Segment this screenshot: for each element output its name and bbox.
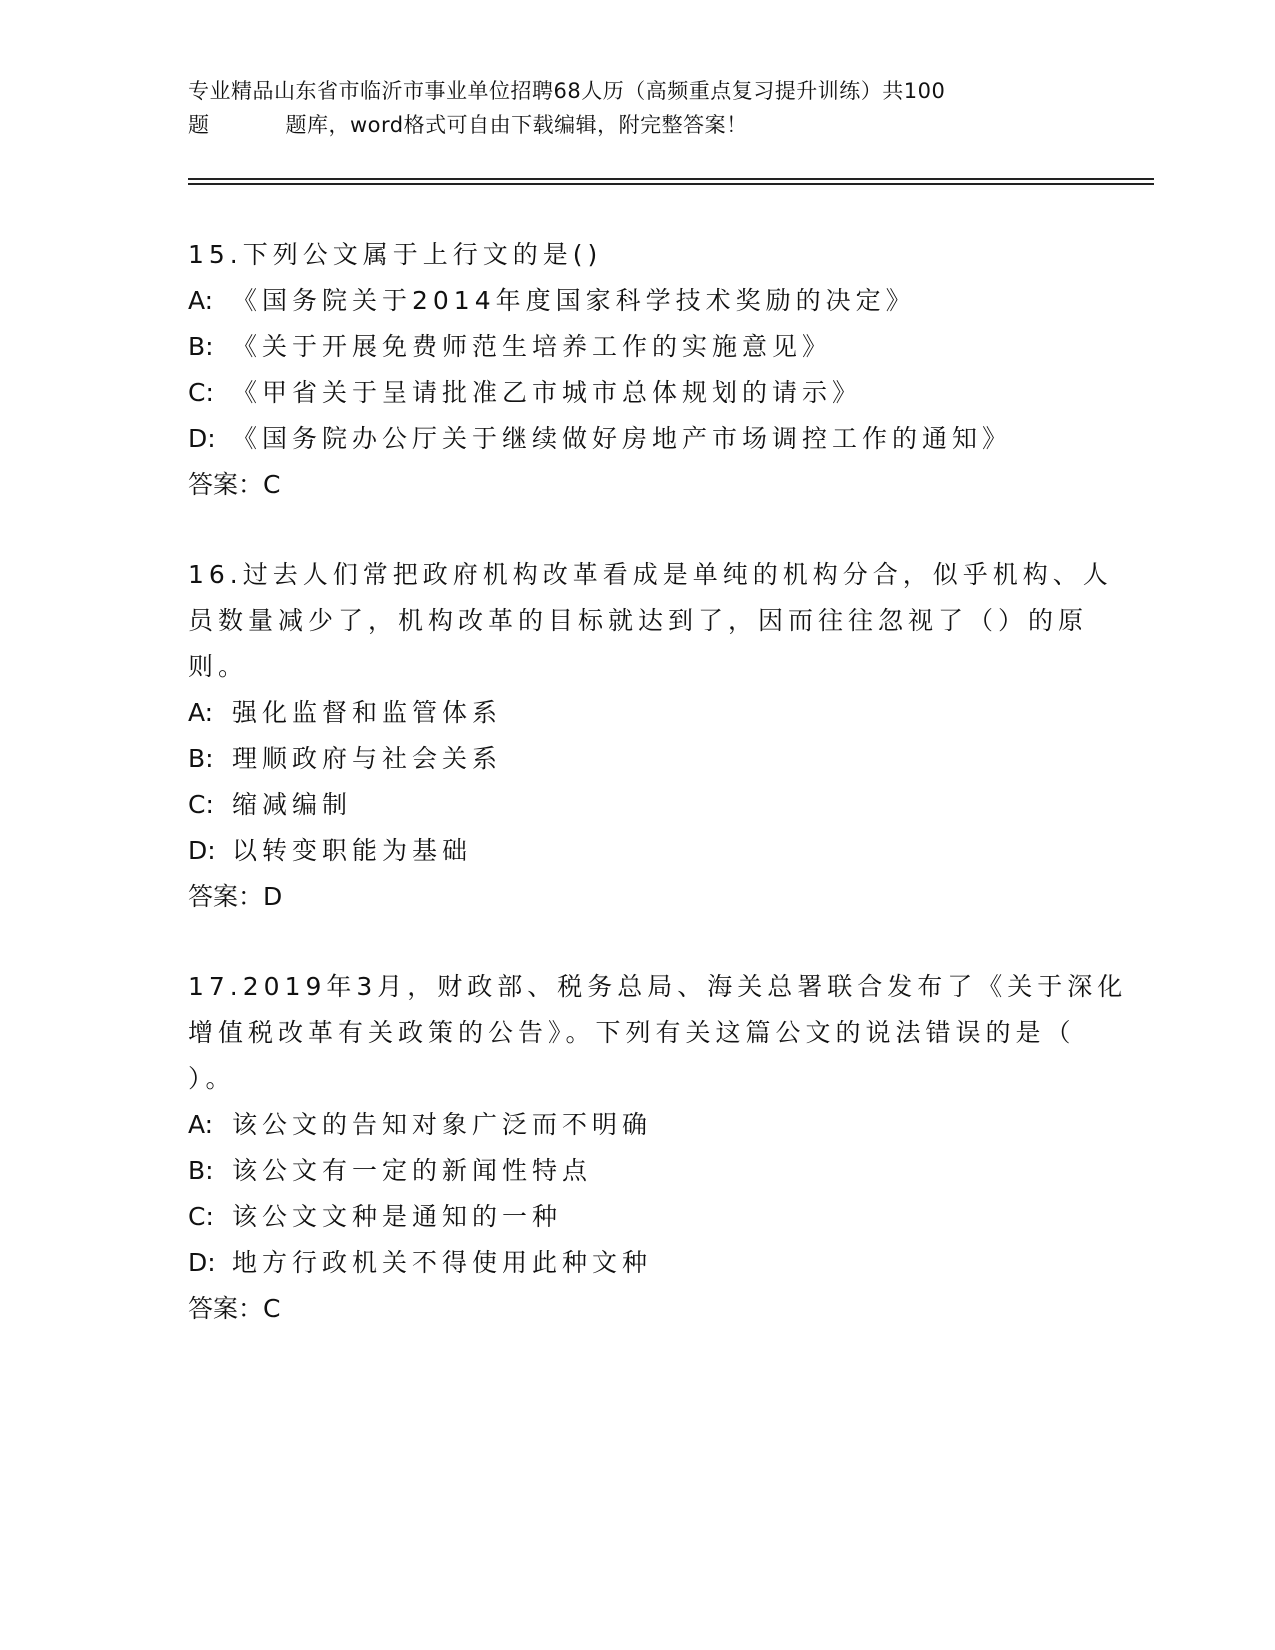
question-16 <box>188 552 1113 920</box>
option-text: 《国务院关于2014年度国家科学技术奖励的决定》 <box>232 286 916 315</box>
option-key: A: <box>188 286 214 315</box>
option-c <box>188 782 1088 828</box>
option-a <box>188 278 1088 324</box>
option-text: 该公文有一定的新闻性特点 <box>232 1156 593 1185</box>
option-c <box>188 370 1088 416</box>
option-key: D: <box>188 836 216 865</box>
option-d <box>188 1240 1088 1286</box>
document-header <box>188 74 1088 142</box>
answer-line: 答案：C <box>188 470 281 499</box>
header-title-line-2 <box>188 108 1088 142</box>
option-key: A: <box>188 1110 214 1139</box>
option-text: 理顺政府与社会关系 <box>232 744 503 773</box>
option-key: C: <box>188 790 214 819</box>
option-key: A: <box>188 698 214 727</box>
option-text: 《甲省关于呈请批准乙市城市总体规划的请示》 <box>232 378 863 407</box>
question-stem-line-1: 17.2019年3月，财政部、税务总局、海关总署联合发布了《关于深化 <box>188 972 1128 1001</box>
option-c <box>188 1194 1088 1240</box>
option-a <box>188 1102 1088 1148</box>
option-text: 该公文文种是通知的一种 <box>232 1202 563 1231</box>
answer-line: 答案：C <box>188 1294 281 1323</box>
option-key: C: <box>188 1202 214 1231</box>
option-key: B: <box>188 1156 214 1185</box>
option-text: 该公文的告知对象广泛而不明确 <box>232 1110 653 1139</box>
option-d <box>188 828 1088 874</box>
option-key: C: <box>188 378 214 407</box>
answer-line: 答案：D <box>188 882 283 911</box>
question-stem-line-2: 增值税改革有关政策的公告》。下列有关这篇公文的说法错误的是（ <box>188 1018 1076 1047</box>
header-divider-bottom <box>188 183 1154 185</box>
header-title-line-2-right: 题库，word格式可自由下载编辑，附完整答案！ <box>285 113 748 137</box>
option-key: B: <box>188 332 214 361</box>
option-b <box>188 736 1088 782</box>
option-text: 以转变职能为基础 <box>232 836 473 865</box>
question-stem-line-3: 则。 <box>188 652 249 681</box>
question-stem-line-3: ）。 <box>188 1064 236 1093</box>
option-a <box>188 690 1088 736</box>
header-title-line-1: 专业精品山东省市临沂市事业单位招聘68人历（高频重点复习提升训练）共100 <box>188 79 946 103</box>
question-stem: 15.下列公文属于上行文的是() <box>188 240 603 269</box>
header-divider-top <box>188 178 1154 180</box>
option-d <box>188 416 1088 462</box>
question-17 <box>188 964 1128 1332</box>
option-key: D: <box>188 1248 216 1277</box>
option-text: 缩减编制 <box>232 790 353 819</box>
header-title-line-2-left: 题 <box>188 113 210 137</box>
option-text: 《关于开展免费师范生培养工作的实施意见》 <box>232 332 833 361</box>
option-text: 地方行政机关不得使用此种文种 <box>232 1248 653 1277</box>
option-b <box>188 324 1088 370</box>
option-key: B: <box>188 744 214 773</box>
question-stem-line-1: 16.过去人们常把政府机构改革看成是单纯的机构分合，似乎机构、人 <box>188 560 1113 589</box>
option-key: D: <box>188 424 216 453</box>
question-15 <box>188 232 1088 508</box>
question-list <box>188 232 1128 1376</box>
option-text: 《国务院办公厅关于继续做好房地产市场调控工作的通知》 <box>232 424 1013 453</box>
option-b <box>188 1148 1088 1194</box>
option-text: 强化监督和监管体系 <box>232 698 503 727</box>
question-stem-line-2: 员数量减少了，机构改革的目标就达到了，因而往往忽视了（）的原 <box>188 606 1089 635</box>
